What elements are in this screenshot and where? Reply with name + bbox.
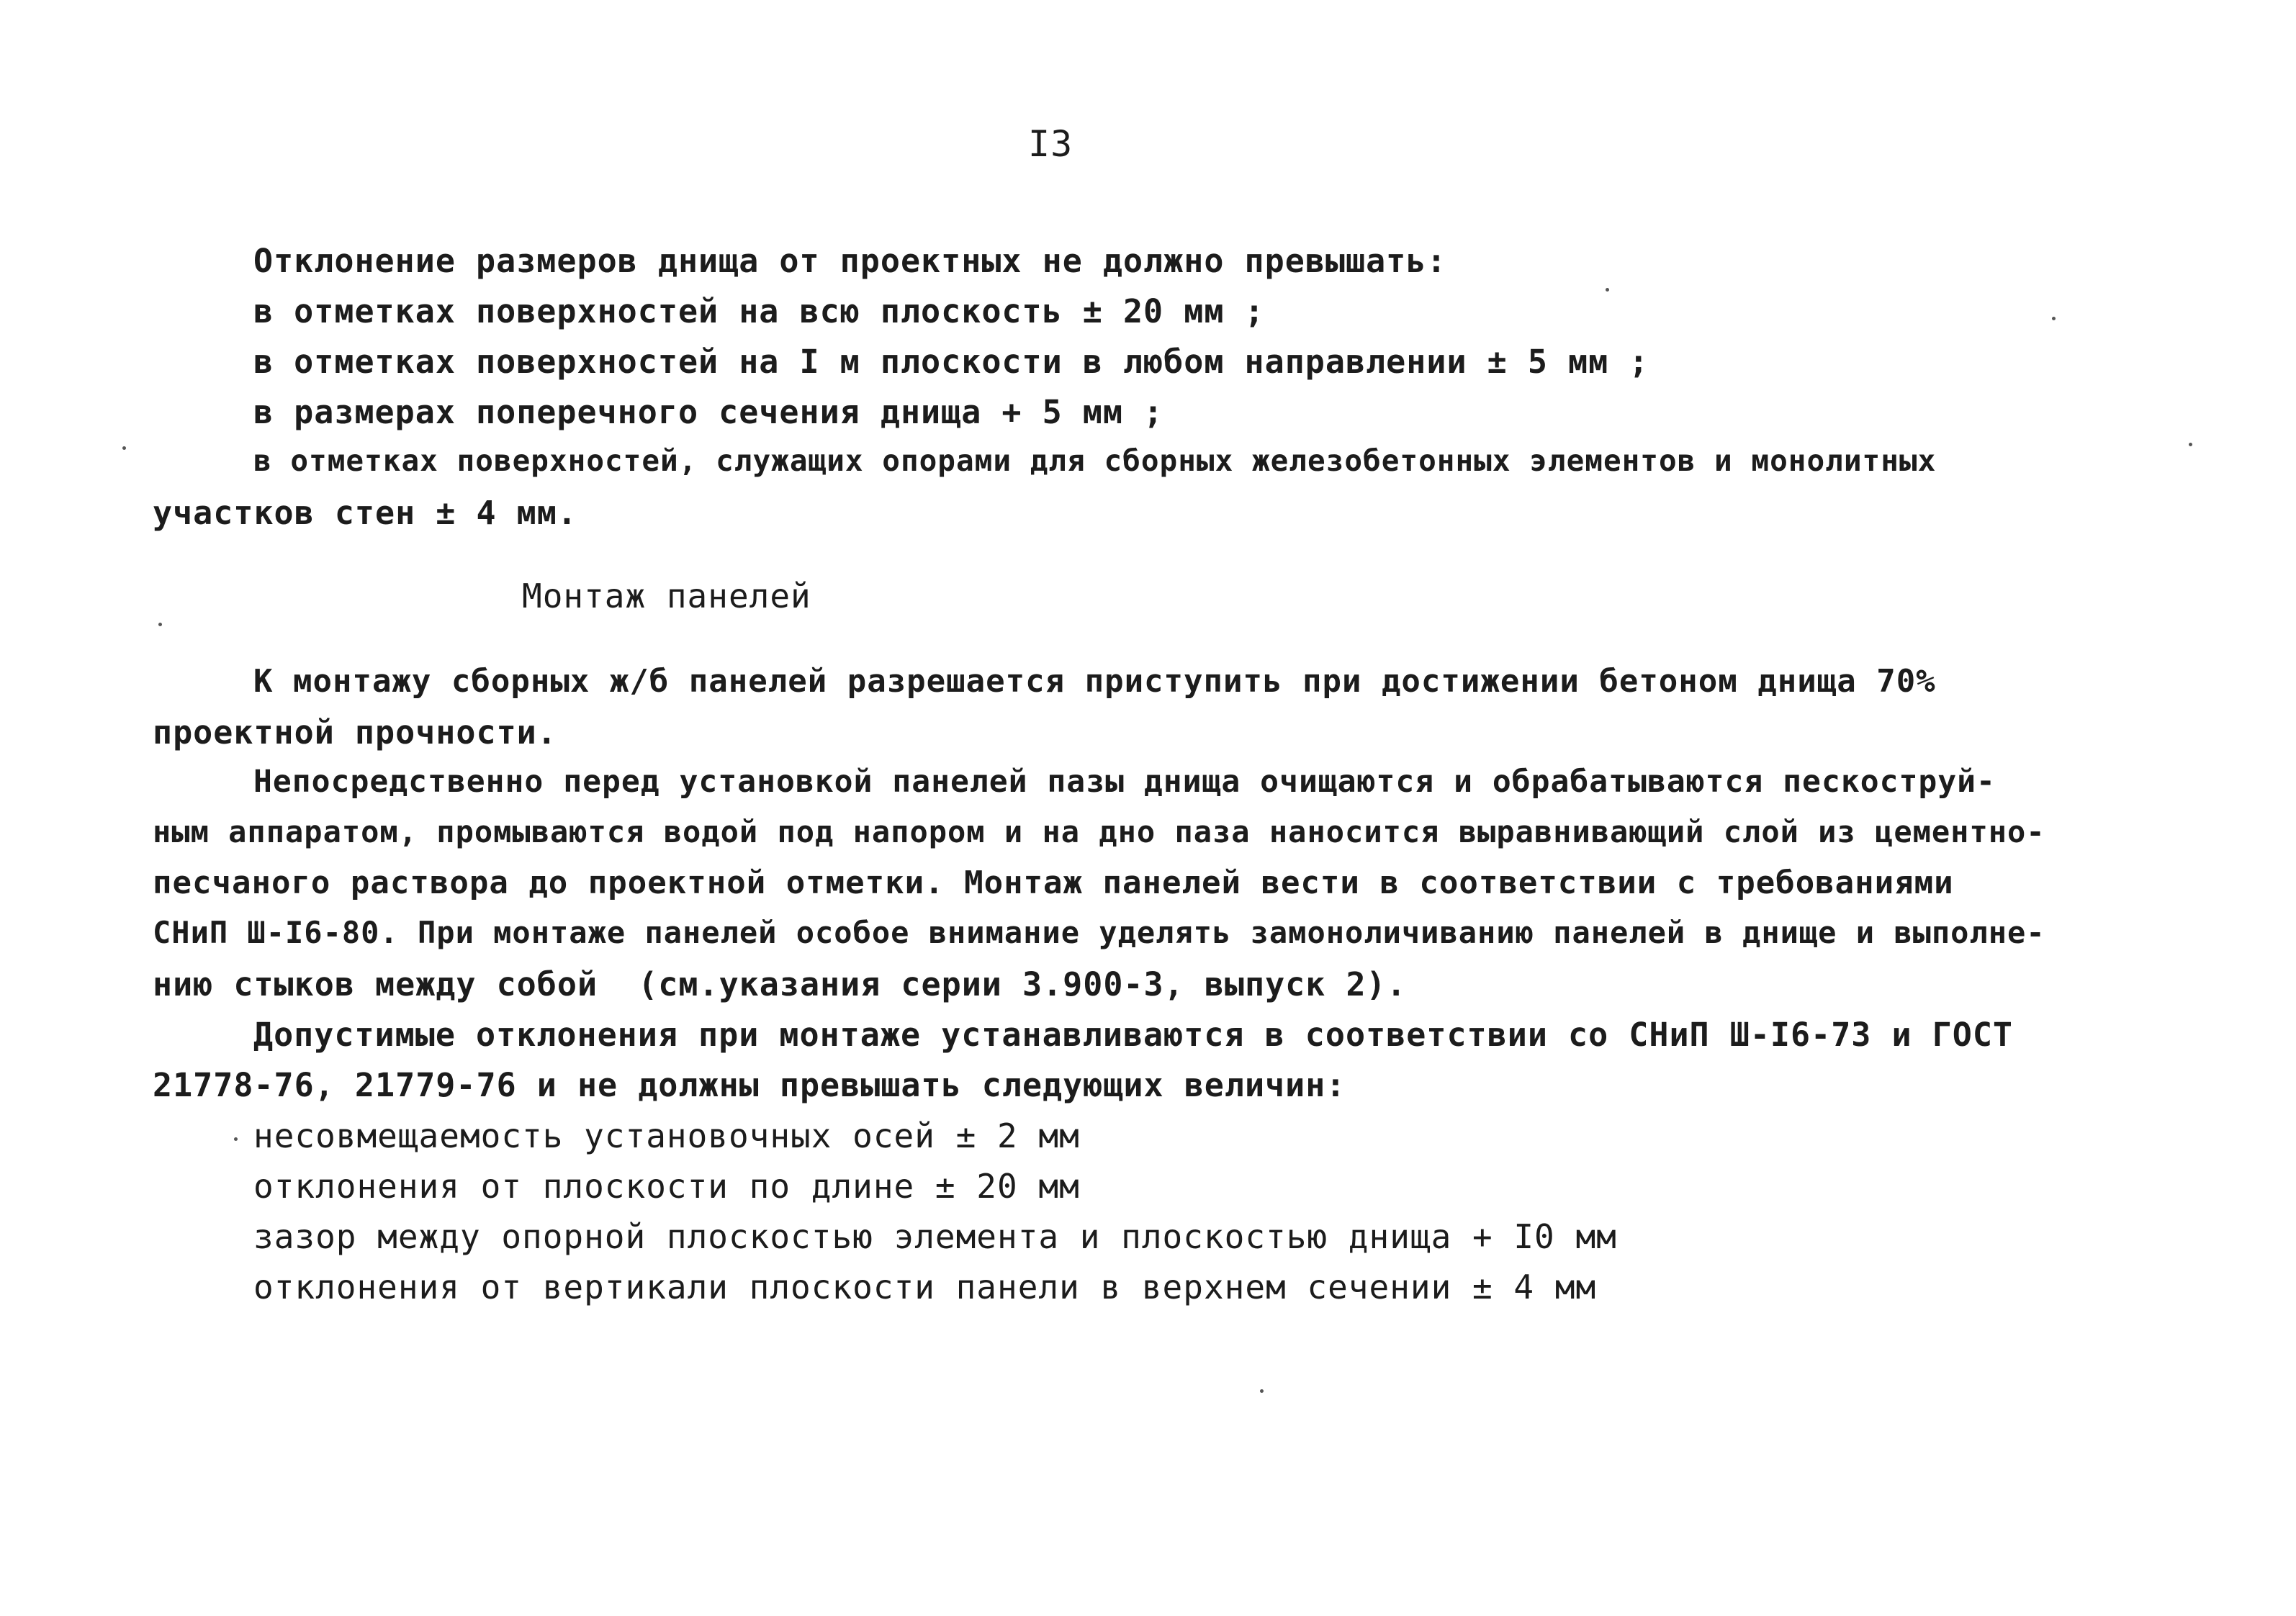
scan-speck [122,446,126,450]
scan-speck [2189,443,2192,446]
section-title: Монтаж панелей [522,577,811,615]
scan-speck [1606,288,1609,292]
paragraph-1-line-1: К монтажу сборных ж/б панелей разрешается приступить при достижении бетоном днища 70% [253,663,1936,700]
deviation-item-supports-cont: участков стен ± 4 мм. [153,494,577,532]
paragraph-2-line-3: песчаного раствора до проектной отметки. Монтаж панелей вести в соответствии с требованиями [153,865,1954,901]
deviation-item-surface-plane: в отметках поверхностей на всю плоскость ± 20 мм ; [253,292,1265,330]
tolerance-item-gap: зазор между опорной плоскостью элемента и плоскостью днища + I0 мм [253,1217,1617,1256]
paragraph-3-line-2: 21778-76, 21779-76 и не должны превышать следующих величин: [153,1066,1346,1104]
paragraph-2-line-4: СНиП Ш-I6-80. При монтаже панелей особое внимание уделять замоноличиванию панелей в днище и выполне- [153,915,2045,950]
scan-speck [158,623,162,626]
deviation-item-supports: в отметках поверхностей, служащих опорами для сборных железобетонных элементов и монолитных [253,443,1937,478]
tolerance-item-axes: несовмещаемость установочных осей ± 2 мм [253,1116,1080,1155]
paragraph-1-line-2: проектной прочности. [153,713,557,751]
scan-speck [234,1137,238,1141]
deviation-item-cross-section: в размерах поперечного сечения днища + 5 мм ; [253,393,1164,431]
paragraph-3-line-1: Допустимые отклонения при монтаже устанавливаются в соответствии со СНиП Ш-I6-73 и ГОСТ [253,1016,2014,1054]
scan-speck [2052,317,2056,320]
deviation-intro: Отклонение размеров днища от проектных не должно превышать: [253,242,1447,280]
paragraph-2-line-1: Непосредственно перед установкой панелей пазы днища очищаются и обрабатываются пескоструй- [253,764,1996,800]
deviation-item-surface-1m: в отметках поверхностей на I м плоскости в любом направлении ± 5 мм ; [253,343,1649,381]
tolerance-item-plane-length: отклонения от плоскости по длине ± 20 мм [253,1167,1080,1206]
tolerance-item-vertical: отклонения от вертикали плоскости панели в верхнем сечении ± 4 мм [253,1268,1597,1306]
paragraph-2-line-5: нию стыков между собой (см.указания серии 3.900-3, выпуск 2). [153,965,1407,1003]
page-number: I3 [1028,123,1073,165]
scan-speck [1260,1389,1264,1393]
paragraph-2-line-2: ным аппаратом, промываются водой под напором и на дно паза наносится выравнивающий слой из цементно- [153,814,2045,849]
